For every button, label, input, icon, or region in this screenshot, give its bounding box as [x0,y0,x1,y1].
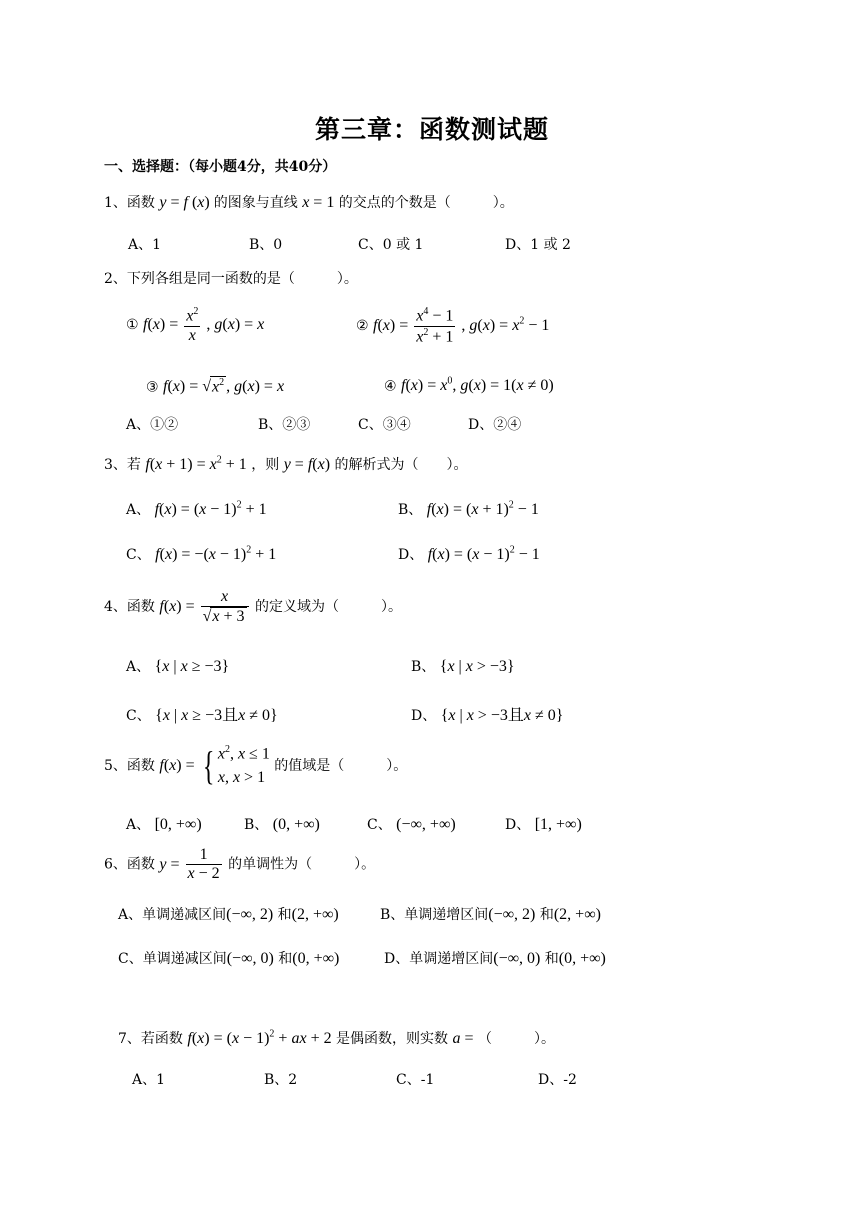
math-expression: {x | x > −3且x ≠ 0} [440,707,564,724]
option-letter: B、 [244,817,269,833]
question-4-prefix: 4、函数 [104,599,155,616]
question-7-mid: 是偶函数，则实数 [336,1031,449,1047]
q4-option-b[interactable] [411,656,515,676]
question-1 [104,192,514,212]
math-expression: {x | x ≥ −3} [154,658,230,675]
math-expression: $f(x) = x^0$, g(x) = 1(x ≠ 0) [401,376,554,395]
q1-option-a[interactable]: A、1 [128,237,162,253]
q2-option-a[interactable]: A、①② [126,417,179,433]
q5-option-a[interactable] [126,814,202,834]
option-label: B、单调递增区间 [380,907,489,923]
question-3 [104,454,468,474]
conjunction: 和 [539,907,554,923]
option-letter: C、 [367,817,392,833]
conjunction: 和 [277,907,292,923]
option-letter: C、 [126,547,151,563]
question-7-suffix: （ ）。 [477,1031,555,1047]
q4-option-c[interactable] [126,702,278,725]
question-5 [104,742,407,790]
math-expression: $f(x) = (x + 1)^2 - 1$ [426,499,539,518]
q3-option-b[interactable] [398,499,539,519]
item-marker: ③ [146,379,159,396]
math-expression: (2, +∞) [553,906,601,923]
q3-option-c[interactable] [126,544,276,564]
option-letter: B、 [411,659,436,675]
question-3-suffix: 的解析式为（ ）。 [334,457,468,473]
option-letter: A、 [126,502,151,518]
option-letter: A、 [126,817,151,833]
math-expression: (0, +∞) [558,950,606,967]
question-7-prefix: 7、若函数 [118,1031,183,1047]
q7-option-d[interactable]: D、-2 [538,1072,577,1088]
math-expression: (−∞, 2) [488,906,536,923]
q7-option-b[interactable]: B、2 [264,1072,298,1088]
math-expression: $f(x + 1) = x^2 + 1$ [145,454,247,473]
question-5-suffix: 的值域是（ ）。 [274,757,408,774]
math-expression: y = f (x) [159,194,210,211]
math-expression: y = $\frac{1}{x - 2}$ [159,846,220,883]
q2-item-2 [356,306,549,346]
conjunction: 和 [278,951,293,967]
question-4-suffix: 的定义域为（ ）。 [255,599,402,616]
option-letter: D、 [411,708,437,724]
math-expression: $f(x) = (x - 1)^2$ + ax + 2 [187,1028,332,1047]
math-expression: $f(x) = (x - 1)^2 - 1$ [427,544,540,563]
option-letter: D、 [505,817,531,833]
math-expression: {x | x > −3} [439,658,515,675]
math-expression: (−∞, 0) [493,950,541,967]
math-expression: $f(x) = -(x - 1)^2 + 1$ [155,544,277,563]
q1-option-b[interactable]: B、0 [249,237,283,253]
math-expression: $f(x) = (x - 1)^2 + 1$ [154,499,267,518]
math-expression: f(x) = $\frac{x}{√x + 3}$ [159,598,250,615]
section-heading: 一、选择题：（每小题4分，共40分） [104,159,337,175]
question-5-prefix: 5、函数 [104,757,155,774]
math-expression: (0, +∞) [272,816,320,833]
conjunction: 和 [544,951,559,967]
math-expression: f(x) = { $x^2$, x ≤ 1 x, x > 1 [159,743,270,789]
option-letter: C、 [126,708,151,724]
q3-option-a[interactable] [126,499,267,519]
q7-option-a[interactable]: A、1 [132,1072,166,1088]
page-title: 第三章：函数测试题 [315,115,550,144]
option-label: C、单调递减区间 [118,951,227,967]
question-1-prefix: 1、函数 [104,195,155,211]
option-letter: A、 [126,659,151,675]
item-marker: ② [356,317,369,334]
option-letter: D、 [398,547,424,563]
q5-option-c[interactable] [367,814,456,834]
math-expression: y = f(x) [283,456,331,473]
q6-option-c[interactable] [118,948,339,968]
q2-option-c[interactable]: C、③④ [358,417,411,433]
math-expression: x = 1 [302,194,335,211]
math-expression: [0, +∞) [154,816,202,833]
question-6-suffix: 的单调性为（ ）。 [228,856,376,873]
q2-item-4 [384,376,554,395]
math-expression: (−∞, 2) [226,906,274,923]
question-7 [118,1028,555,1048]
math-expression: (2, +∞) [291,906,339,923]
question-1-suffix: 的交点的个数是（ ）。 [338,195,514,211]
question-3-mid: ，则 [251,457,280,473]
q3-option-d[interactable] [398,544,540,564]
q1-option-d[interactable]: D、1 或 2 [505,237,571,253]
q4-option-d[interactable] [411,702,563,725]
item-marker: ④ [384,378,397,395]
math-expression: [1, +∞) [534,816,582,833]
q2-option-d[interactable]: D、②④ [468,417,522,433]
q2-option-b[interactable]: B、②③ [258,417,311,433]
q7-option-c[interactable]: C、-1 [396,1072,435,1088]
math-expression: (−∞, 0) [226,950,274,967]
math-expression: (−∞, +∞) [396,816,456,833]
math-expression: $f(x) = √x^2$ , g(x) = x [163,377,285,396]
question-1-mid: 的图象与直线 [213,195,298,211]
option-letter: B、 [398,502,423,518]
question-6 [104,846,375,884]
q1-option-c[interactable]: C、0 或 1 [358,237,424,253]
math-expression: {x | x ≥ −3且x ≠ 0} [155,707,278,724]
option-label: A、单调递减区间 [118,907,227,923]
q6-option-a[interactable] [118,904,339,924]
q5-option-b[interactable] [244,814,320,834]
question-6-prefix: 6、函数 [104,856,155,873]
q6-option-d[interactable] [384,948,606,968]
q4-option-a[interactable] [126,656,229,676]
math-expression: a = [452,1030,474,1047]
q2-item-3 [146,376,284,396]
question-2: 2、下列各组是同一函数的是（ ）。 [104,271,358,287]
q2-item-1 [126,306,264,345]
question-4 [104,588,402,627]
math-expression: (0, +∞) [292,950,340,967]
question-3-prefix: 3、若 [104,457,141,473]
item-marker: ① [126,317,139,334]
q5-option-d[interactable] [505,814,582,834]
math-expression: f(x) = $\frac{x^2}{x}$ , g(x) = x [143,306,265,344]
math-expression: f(x) = $\frac{x^4 - 1}{x^2 + 1}$ , $g(x) = x^2 - 1$ [373,306,550,346]
q6-option-b[interactable] [380,904,601,924]
option-label: D、单调递增区间 [384,951,494,967]
